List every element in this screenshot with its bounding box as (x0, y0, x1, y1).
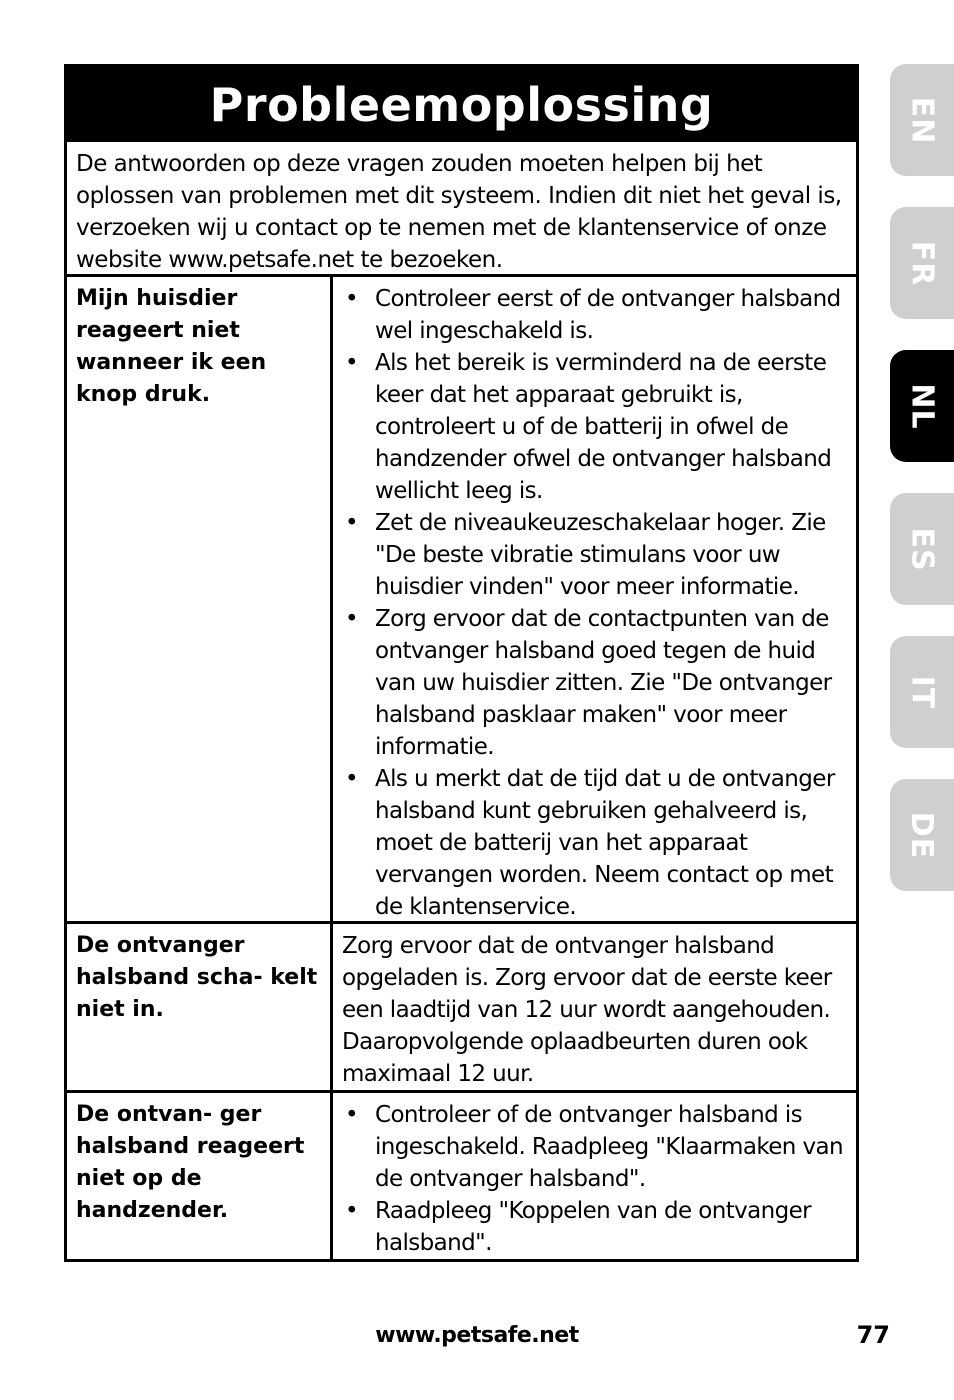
page-number: 77 (856, 1321, 890, 1349)
problem-cell: De ontvan- ger halsband reageert niet op de handzender. (67, 1093, 333, 1259)
language-tab-en[interactable]: EN (890, 64, 954, 176)
solution-list (342, 1099, 848, 1259)
language-tab-fr[interactable]: FR (890, 207, 954, 319)
solution-list (342, 283, 848, 923)
list-item: • Raadpleeg "Koppelen van de ontvanger halsband". (342, 1195, 848, 1259)
list-item: • Controleer of de ontvanger halsband is ingeschakeld. Raadpleeg "Klaarmaken van de ontvanger halsband". (342, 1099, 848, 1195)
language-tab-it[interactable]: IT (890, 636, 954, 748)
problem-cell: Mijn huisdier reageert niet wanneer ik een knop druk. (67, 277, 333, 921)
list-item: • Als u merkt dat de tijd dat u de ontvanger halsband kunt gebruiken gehalveerd is, moet de batterij van het apparaat vervangen worden. Neem contact op met de klantenservice. (342, 763, 848, 923)
footer-url-link[interactable]: www.petsafe.net (375, 1323, 579, 1348)
language-tab-es[interactable]: ES (890, 493, 954, 605)
troubleshooting-table (64, 64, 859, 1262)
footer-url (0, 1323, 954, 1348)
language-tab-nl[interactable]: NL (890, 350, 954, 462)
solution-cell: Zorg ervoor dat de ontvanger halsband opgeladen is. Zorg ervoor dat de eerste keer een laadtijd van 12 uur wordt aangehouden. Daaropvolgende oplaadbeurten duren ook maximaal 12 uur. (342, 933, 832, 1087)
list-item: • Als het bereik is verminderd na de eerste keer dat het apparaat gebruikt is, controleert u of de batterij in ofwel de handzender ofwel de ontvanger halsband wellicht leeg is. (342, 347, 848, 507)
page-title: Probleemoplossing (67, 67, 856, 142)
list-item: • Zorg ervoor dat de contactpunten van de ontvanger halsband goed tegen de huid van uw huisdier zitten. Zie "De ontvanger halsband pasklaar maken" voor meer informatie. (342, 603, 848, 763)
table-row (67, 924, 856, 1093)
solution-cell (333, 277, 856, 921)
table-row (67, 277, 856, 924)
table-row (67, 1093, 856, 1259)
solution-cell (333, 1093, 856, 1259)
problem-cell: De ontvanger halsband scha- kelt niet in. (67, 924, 333, 1090)
intro-text: De antwoorden op deze vragen zouden moeten helpen bij het oplossen van problemen met dit systeem. Indien dit niet het geval is, verzoeken wij u contact op te nemen met de klantenservice of onze website www.petsafe.net te bezoeken. (67, 142, 856, 277)
list-item: • Controleer eerst of de ontvanger halsband wel ingeschakeld is. (342, 283, 848, 347)
list-item: • Zet de niveaukeuzeschakelaar hoger. Zie "De beste vibratie stimulans voor uw huisdier vinden" voor meer informatie. (342, 507, 848, 603)
language-tab-de[interactable]: DE (890, 779, 954, 891)
